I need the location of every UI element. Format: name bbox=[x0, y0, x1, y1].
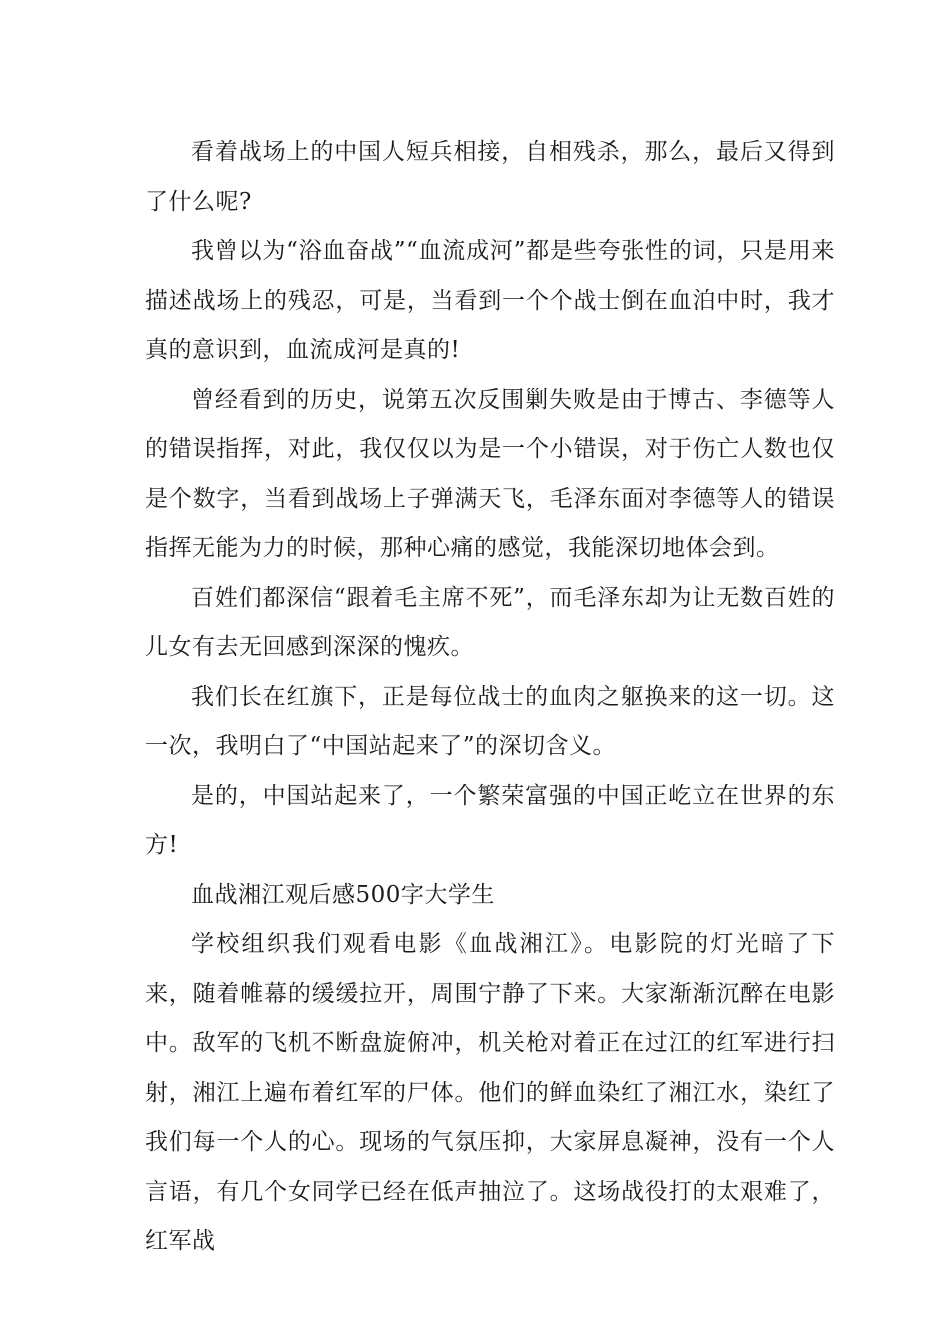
paragraph-6: 是的，中国站起来了，一个繁荣富强的中国正屹立在世界的东方! bbox=[145, 782, 835, 858]
document-body bbox=[145, 128, 835, 1267]
section-heading: 血战湘江观后感500字大学生 bbox=[191, 881, 495, 908]
paragraph-2: 我曾以为“浴血奋战”“血流成河”都是些夸张性的词，只是用来描述战场上的残忍，可是，当看到一个个战士倒在血泊中时，我才真的意识到，血流成河是真的! bbox=[145, 238, 835, 363]
paragraph-5: 我们长在红旗下，正是每位战士的血肉之躯换来的这一切。这一次，我明白了“中国站起来了”的深切含义。 bbox=[145, 683, 835, 759]
paragraph-1: 看着战场上的中国人短兵相接，自相残杀，那么，最后又得到了什么呢? bbox=[145, 139, 835, 215]
paragraph-7: 学校组织我们观看电影《血战湘江》。电影院的灯光暗了下来，随着帷幕的缓缓拉开，周围宁静了下来。大家渐渐沉醉在电影中。敌军的飞机不断盘旋俯冲，机关枪对着正在过江的红军进行扫射，湘江上遍布着红军的尸体。他们的鲜血染红了湘江水，染红了我们每一个人的心。现场的气氛压抑，大家屏息凝神，没有一个人言语，有几个女同学已经在低声抽泣了。这场战役打的太艰难了，红军战 bbox=[145, 931, 835, 1254]
paragraph-4: 百姓们都深信“跟着毛主席不死”，而毛泽东却为让无数百姓的儿女有去无回感到深深的愧疚。 bbox=[145, 584, 835, 660]
paragraph-3: 曾经看到的历史，说第五次反围剿失败是由于博古、李德等人的错误指挥，对此，我仅仅以为是一个小错误，对于伤亡人数也仅是个数字，当看到战场上子弹满天飞，毛泽东面对李德等人的错误指挥无能为力的时候，那种心痛的感觉，我能深切地体会到。 bbox=[145, 386, 835, 561]
